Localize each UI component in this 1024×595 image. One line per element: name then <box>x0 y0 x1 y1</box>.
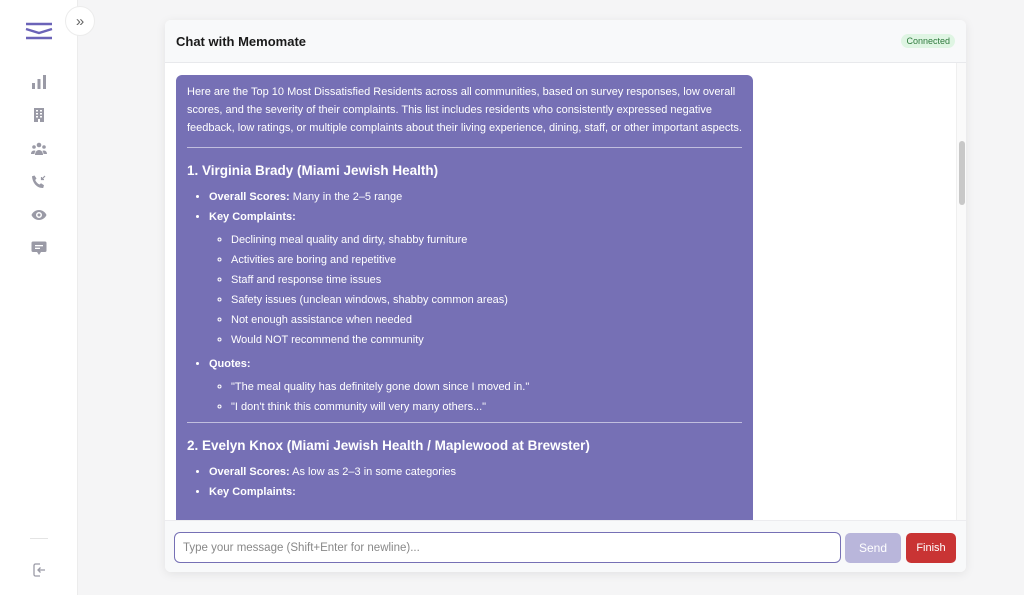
assistant-message <box>176 75 753 520</box>
scrollbar-thumb[interactable] <box>959 141 965 205</box>
key-complaints-item: • Key Complaints: ◦ Declining meal quality and dirty, shabby furniture ◦ Activities are boring and repetitive ◦ Staff and response time issues ◦ Safety issues (unclean windows, shabby common areas) ◦ Not enough assistance when needed ◦ Would NOT recommend the community <box>209 208 742 349</box>
sidebar-item-monitor[interactable] <box>30 206 48 224</box>
complaints-list <box>209 231 742 349</box>
bar-chart-icon <box>31 74 47 90</box>
users-icon <box>31 141 47 157</box>
logout-icon <box>31 562 47 578</box>
finish-button[interactable]: Finish <box>906 533 956 563</box>
sidebar-collapse-button[interactable] <box>65 6 95 36</box>
complaint-item: ◦ Declining meal quality and dirty, shabby furniture <box>231 231 742 249</box>
chat-panel <box>165 20 966 572</box>
logout-button[interactable] <box>30 561 48 579</box>
sidebar-item-calls[interactable] <box>30 173 48 191</box>
resident-heading: 2. Evelyn Knox (Miami Jewish Health / Maplewood at Brewster) <box>187 438 590 453</box>
complaint-item: ◦ Would NOT recommend the community <box>231 331 742 349</box>
composer <box>165 520 966 572</box>
chat-title: Chat with Memomate <box>176 33 307 49</box>
resident-details <box>187 463 742 501</box>
double-chevron-right-icon: » <box>75 12 85 30</box>
message-icon <box>31 240 47 256</box>
complaint-item: ◦ Safety issues (unclean windows, shabby common areas) <box>231 291 742 309</box>
divider <box>187 147 742 148</box>
sidebar-item-communities[interactable] <box>30 106 48 124</box>
building-icon <box>31 107 47 123</box>
sidebar-divider <box>30 538 48 539</box>
chat-scrollbar[interactable] <box>956 63 966 520</box>
key-complaints-item: • Key Complaints: <box>209 483 742 501</box>
chat-messages[interactable] <box>165 63 966 520</box>
message-intro: Here are the Top 10 Most Dissatisfied Residents across all communities, based on survey responses, low overall scores, and the severity of their complaints. This list includes residents who consistently expressed negative feedback, low ratings, or multiple complaints about their living experience, dining, staff, or other important aspects. <box>187 86 742 134</box>
phone-incoming-icon <box>31 174 47 190</box>
quote-item: ◦ "I don't think this community will very many others..." <box>231 398 742 416</box>
resident-heading: 1. Virginia Brady (Miami Jewish Health) <box>187 163 439 178</box>
send-button[interactable]: Send <box>845 533 901 563</box>
eye-icon <box>31 207 47 223</box>
message-input[interactable] <box>174 532 841 563</box>
quotes-item: • Quotes: ◦ "The meal quality has definitely gone down since I moved in." ◦ "I don't think this community will very many others..." <box>209 355 742 416</box>
complaint-item: ◦ Not enough assistance when needed <box>231 311 742 329</box>
sidebar <box>0 0 78 595</box>
divider <box>187 422 742 423</box>
overall-scores-item: • Overall Scores: As low as 2–3 in some categories <box>209 463 742 481</box>
complaint-item: ◦ Staff and response time issues <box>231 271 742 289</box>
overall-scores-item: • Overall Scores: Many in the 2–5 range <box>209 188 742 206</box>
quotes-list <box>209 378 742 416</box>
chat-header <box>165 20 966 63</box>
connection-status-badge: Connected <box>901 34 955 48</box>
complaint-item: ◦ Activities are boring and repetitive <box>231 251 742 269</box>
resident-details <box>187 188 742 416</box>
quote-item: ◦ "The meal quality has definitely gone down since I moved in." <box>231 378 742 396</box>
sidebar-item-residents[interactable] <box>30 140 48 158</box>
logo-icon[interactable] <box>25 22 53 40</box>
sidebar-item-chat[interactable] <box>30 239 48 257</box>
sidebar-item-analytics[interactable] <box>30 73 48 91</box>
